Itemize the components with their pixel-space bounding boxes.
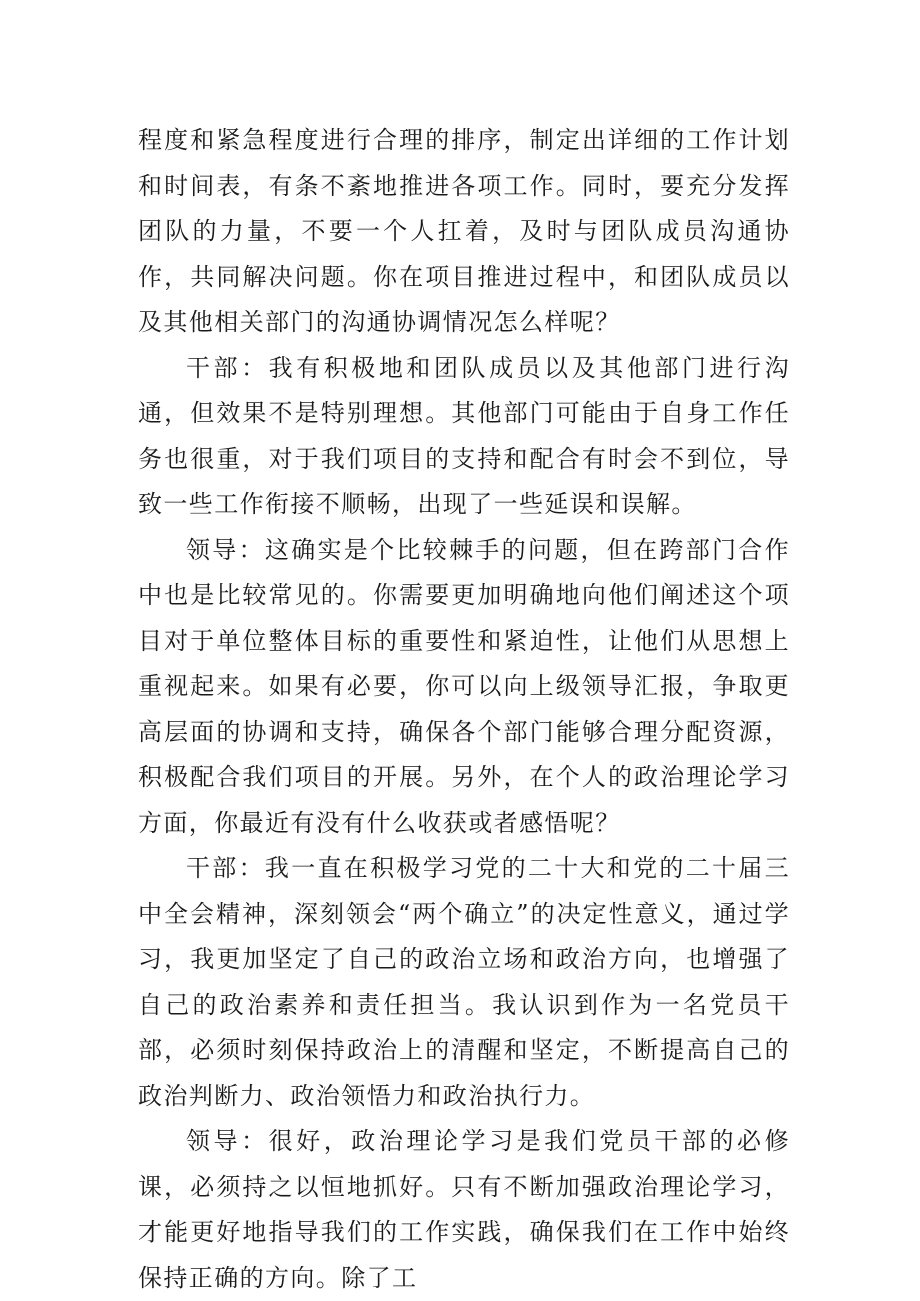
- paragraph-leader-continued: 程度和紧急程度进行合理的排序，制定出详细的工作计划和时间表，有条不紊地推进各项工作。同时，要充分发挥团队的力量，不要一个人扛着，及时与团队成员沟通协作，共同解决问题。你在项目推进过程中，和团队成员以及其他相关部门的沟通协调情况怎么样呢？: [138, 126, 790, 336]
- paragraph-cadre-communication: 干部：我有积极地和团队成员以及其他部门进行沟通，但效果不是特别理想。其他部门可能由于自身工作任务也很重，对于我们项目的支持和配合有时会不到位，导致一些工作衔接不顺畅，出现了一些延误和误解。: [138, 353, 790, 518]
- paragraph-leader-theory-reply: 领导：很好，政治理论学习是我们党员干部的必修课，必须持之以恒地抓好。只有不断加强政治理论学习，才能更好地指导我们的工作实践，确保我们在工作中始终保持正确的方向。除了工: [138, 1127, 790, 1292]
- paragraph-leader-cross-department: 领导：这确实是个比较棘手的问题，但在跨部门合作中也是比较常见的。你需要更加明确地向他们阐述这个项目对于单位整体目标的重要性和紧迫性，让他们从思想上重视起来。如果有必要，你可以向上级领导汇报，争取更高层面的协调和支持，确保各个部门能够合理分配资源，积极配合我们项目的开展。另外，在个人的政治理论学习方面，你最近有没有什么收获或者感悟呢？: [138, 535, 790, 837]
- paragraph-cadre-theory-study: 干部：我一直在积极学习党的二十大和党的二十届三中全会精神，深刻领会“两个确立”的决定性意义，通过学习，我更加坚定了自己的政治立场和政治方向，也增强了自己的政治素养和责任担当。我认识到作为一名党员干部，必须时刻保持政治上的清醒和坚定，不断提高自己的政治判断力、政治领悟力和政治执行力。: [138, 854, 790, 1110]
- document-body: [138, 118, 790, 1301]
